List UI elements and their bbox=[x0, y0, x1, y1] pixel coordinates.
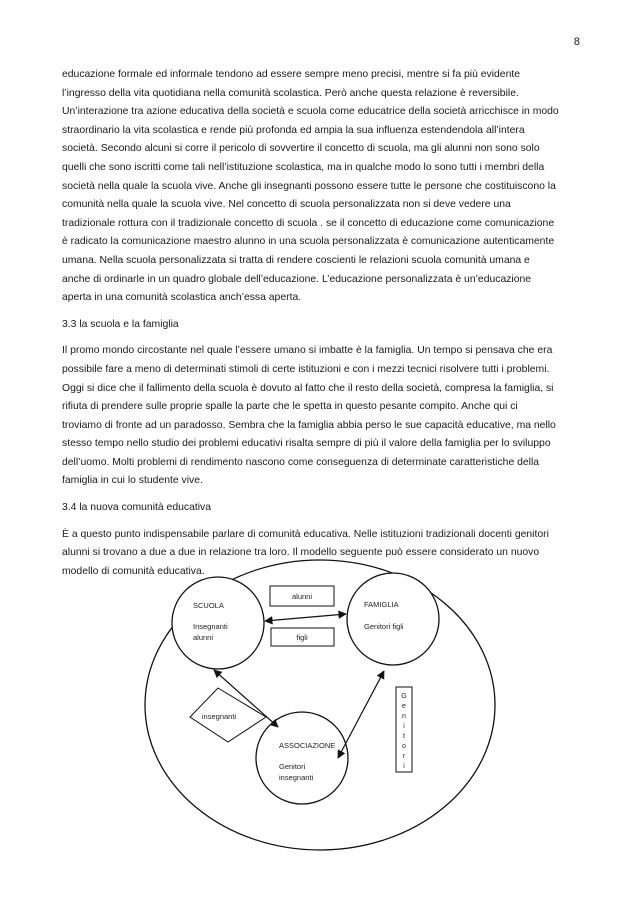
text-line: possibile fare a meno di determinati stimoli di certe istituzioni e con i mezzi tecnici risolvere tutti i problemi. bbox=[62, 363, 550, 375]
text-line: È a questo punto indispensabile parlare di comunità educativa. Nelle istituzioni tradizionali docenti genitori bbox=[62, 528, 549, 540]
arrow-famiglia-associazione bbox=[338, 671, 384, 758]
text-line: famiglia in cui lo studente vive. bbox=[62, 475, 203, 487]
associazione-line1: Genitori bbox=[279, 762, 306, 771]
text-line: quelli che sono iscritti come tali nell’istituzione scolastica, ma in qualche modo lo sono tutti i membri della bbox=[62, 161, 545, 173]
figli-label: figli bbox=[296, 633, 308, 642]
text-line: Il promo mondo circostante nel quale l’essere umano si imbatte è la famiglia. Un tempo si pensava che era bbox=[62, 345, 553, 357]
text-line: dell’uomo. Molti problemi di rendimento nascono come conseguenza di determinate caratteristiche della bbox=[62, 456, 540, 468]
text-line: comunità nella quale la scuola vive. Nel concetto di scuola personalizzata non si deve vedere una bbox=[62, 199, 511, 211]
genitori-letter: n bbox=[402, 713, 406, 720]
text-line: Oggi si dice che il fallimento della scuola è dovuto al fatto che il resto della società, compresa la famiglia, si bbox=[62, 382, 554, 394]
text-line: aperta in una comunità scolastica anch’essa aperta. bbox=[62, 292, 302, 304]
page-number: 8 bbox=[573, 36, 580, 48]
text-line: alunni si trovano a due a due in relazione tra loro. Il modello seguente può essere considerato un nuovo bbox=[62, 547, 540, 559]
genitori-letter: e bbox=[402, 703, 406, 710]
insegnanti-label: insegnanti bbox=[201, 712, 237, 721]
text-line: tradizionale rottura con il tradizionale concetto di scuola . se il concetto di educazione come comunicazione bbox=[62, 217, 555, 229]
text-line: rifiuta di prendere sulle proprie spalle la parte che le spetta in questo pesante compito. Anche qui ci bbox=[62, 401, 518, 413]
famiglia-line1: Genitori figli bbox=[364, 622, 404, 631]
text-line: umana. Nella scuola personalizzata si tratta di rendere coscienti le relazioni scuola comunità umana e bbox=[62, 254, 530, 266]
genitori-letter: t bbox=[403, 733, 405, 740]
genitori-letter: r bbox=[402, 753, 406, 760]
associazione-title: ASSOCIAZIONE bbox=[279, 741, 336, 750]
genitori-letter: i bbox=[403, 723, 405, 730]
famiglia-title: FAMIGLIA bbox=[364, 600, 399, 609]
genitori-letter: o bbox=[402, 743, 406, 750]
text-line: modello di comunità educativa. bbox=[62, 565, 205, 577]
genitori-letter: i bbox=[403, 763, 405, 770]
associazione-line2: insegnanti bbox=[279, 773, 314, 782]
text-line: è radicato la comunicazione maestro alunno in una scuola personalizzata è comunicazione autenticamente bbox=[62, 236, 555, 248]
section-heading-3-3: 3.3 la scuola e la famiglia bbox=[62, 318, 179, 330]
text-line: società. Secondo alcuni si corre il pericolo di sovvertire il concetto di scuola, ma gli alunni non sono solo bbox=[62, 143, 540, 155]
genitori-letter: G bbox=[401, 693, 407, 700]
text-line: straordinario la vita scolastica e rende più profonda ed ampia la sua influenza estendendola all’intera bbox=[62, 124, 525, 136]
scuola-line2: alunni bbox=[193, 633, 214, 642]
scuola-line1: Insegnanti bbox=[193, 622, 228, 631]
alunni-label: alunni bbox=[291, 592, 313, 601]
text-line: Un’interazione tra azione educativa della società e scuola come educatrice della società arricchisce in modo bbox=[62, 106, 559, 118]
text-line: l’ingresso della vita quotidiana nella comunità scolastica. Però anche questa relazione è reversibile. bbox=[62, 87, 519, 99]
text-line: società nella quale la scuola vive. Anche gli insegnanti possono essere tutte le persone che costituiscono la bbox=[62, 180, 556, 192]
text-line: stesso tempo nello studio dei problemi educativi risalta sempre di più il valore della famiglia per lo sviluppo bbox=[62, 438, 551, 450]
scuola-title: SCUOLA bbox=[193, 601, 224, 610]
famiglia-circle bbox=[347, 573, 439, 665]
text-line: anche di ordinarle in un quadro globale dell’educazione. L’educazione personalizzata è un’educazione bbox=[62, 273, 532, 285]
arrow-scuola-famiglia bbox=[265, 614, 346, 621]
text-line: educazione formale ed informale tendono ad essere sempre meno precisi, mentre si fa più evidente bbox=[62, 69, 521, 80]
associazione-circle bbox=[256, 712, 348, 804]
text-line: troviamo di fronte ad un paradosso. Sembra che la famiglia abbia perso le sue capacità educative, ma nello bbox=[62, 419, 556, 431]
section-heading-3-4: 3.4 la nuova comunità educativa bbox=[62, 502, 212, 514]
